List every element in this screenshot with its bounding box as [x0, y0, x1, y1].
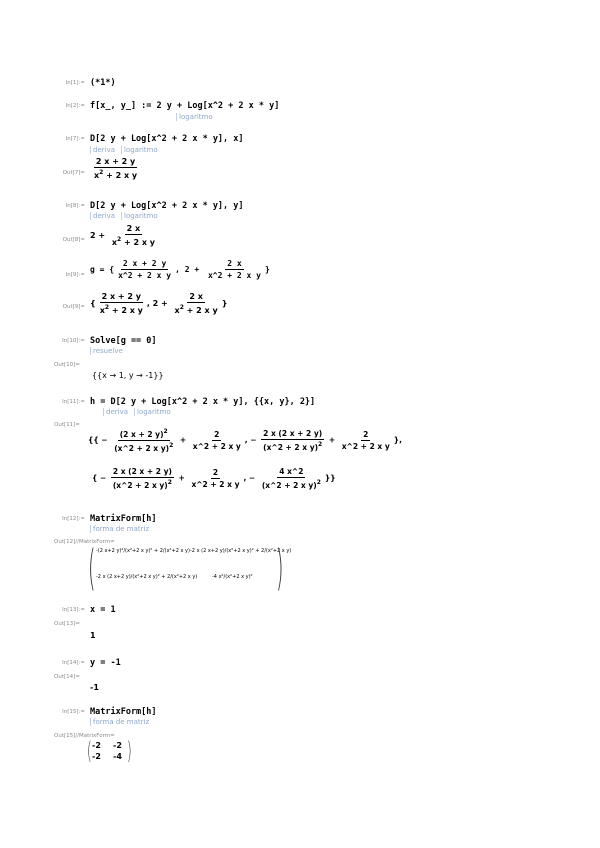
- in9-den2: x^2 + 2 x y: [207, 271, 261, 280]
- in10-hints: [90, 347, 129, 355]
- out9-close: }: [221, 299, 228, 308]
- out9-num2: 2 x: [189, 292, 203, 301]
- in8-code[interactable]: D[2 y + Log[x^2 + 2 x * y], y]: [90, 201, 244, 211]
- out8-den-a: x: [111, 238, 118, 247]
- in11-hints: [103, 408, 177, 416]
- in12-label: In[12]:=: [62, 516, 85, 522]
- in12-code[interactable]: MatrixForm[h]: [90, 514, 157, 524]
- t5-den: (x^2 + 2 x y): [112, 481, 168, 490]
- in14-code[interactable]: y = -1: [90, 658, 121, 668]
- t3-num: 2 x (2 x + 2 y): [263, 429, 323, 438]
- t7-denexp: 2: [316, 479, 321, 486]
- out8-lead: 2 +: [90, 231, 108, 240]
- out12-label: Out[12]//MatrixForm=: [54, 539, 115, 545]
- in11-code[interactable]: h = D[2 y + Log[x^2 + 2 x * y], {{x, y}, 2}]: [90, 397, 316, 407]
- out7-expr: [90, 157, 141, 180]
- out10-value: {{x → 1, y → -1}}: [92, 371, 164, 380]
- t7-num: 4 x^2: [279, 467, 304, 476]
- out12-a12: -2 x (2 x+2 y)/(x²+2 x y)² + 2/(x²+2 x y): [190, 548, 292, 554]
- out7-den-b: + 2 x y: [103, 171, 138, 180]
- hint-forma-de-matriz[interactable]: forma de matriz: [90, 718, 149, 726]
- t5-denexp: 2: [167, 479, 172, 486]
- out7-den-exp: 2: [99, 169, 104, 176]
- hint-deriva[interactable]: deriva: [90, 146, 115, 154]
- in13-label: In[13]:=: [62, 607, 85, 613]
- t1-den: (x^2 + 2 x y): [114, 444, 170, 453]
- out9-sep: , 2 +: [146, 299, 171, 308]
- out7-label: Out[7]=: [62, 170, 85, 176]
- out11-label: Out[11]=: [54, 422, 80, 428]
- hint-forma-de-matriz[interactable]: forma de matriz: [90, 525, 149, 533]
- in7-code[interactable]: D[2 y + Log[x^2 + 2 x * y], x]: [90, 134, 244, 144]
- in1-label: In[1]:=: [65, 80, 85, 86]
- out11-row1: {{ − $\frac{(2 x + 2 y)^2}{(x\^{}2 + 2 x y)^2}$ + $\frac{2}{\text{x\textasciicircum{}2 + 2 x y}}$ , − $\frac{2 x (2 x + 2 y)}{(x\^{}2 + 2 x y)^2}$ + $\frac{2}{\text{x\textasciicircum{}2 + 2 x y}}$ },: [88, 428, 402, 453]
- t6-den: x^2 + 2 x y: [191, 480, 240, 489]
- t1-exp: 2: [163, 428, 168, 435]
- out9-open: {: [90, 299, 96, 308]
- t2-den: x^2 + 2 x y: [192, 442, 241, 451]
- in9-label: In[9]:=: [65, 272, 85, 278]
- in9-code[interactable]: [90, 259, 270, 280]
- in15-label: In[15]:=: [62, 709, 85, 715]
- in9-lhs: g = {: [90, 265, 115, 274]
- out12-a21: -2 x (2 x+2 y)/(x²+2 x y)² + 2/(x²+2 x y): [96, 574, 198, 580]
- out12-a22: -4 x²/(x²+2 x y)²: [212, 574, 253, 580]
- in7-label: In[7]:=: [65, 136, 85, 142]
- in8-label: In[8]:=: [65, 203, 85, 209]
- out15-left-paren: (: [87, 737, 92, 765]
- in13-code[interactable]: x = 1: [90, 605, 116, 615]
- out8-label: Out[8]=: [62, 237, 85, 243]
- out13-label: Out[13]=: [54, 621, 80, 627]
- hint-deriva[interactable]: deriva: [103, 408, 128, 416]
- in10-label: In[10]:=: [62, 338, 85, 344]
- in9-num2: 2 x: [227, 259, 242, 268]
- in2-hints: [176, 113, 219, 121]
- in10-code[interactable]: Solve[g == 0]: [90, 336, 157, 346]
- in15-hints: [90, 718, 155, 726]
- in15-code[interactable]: MatrixForm[h]: [90, 707, 157, 717]
- in2-label: In[2]:=: [65, 103, 85, 109]
- in11-label: In[11]:=: [62, 399, 85, 405]
- t4-num: 2: [363, 430, 369, 439]
- t1-num: (2 x + 2 y): [119, 430, 164, 439]
- out7-den-a: x: [94, 171, 100, 180]
- out8-den-exp: 2: [117, 236, 122, 243]
- out13-value: 1: [90, 631, 96, 640]
- in1-code[interactable]: (*1*): [90, 78, 116, 88]
- hint-logaritmo[interactable]: logaritmo: [176, 113, 213, 121]
- hint-logaritmo[interactable]: logaritmo: [121, 212, 158, 220]
- out15-m12: -2: [113, 741, 122, 750]
- out15-label: Out[15]//MatrixForm=: [54, 733, 115, 739]
- out12-right-paren: ): [276, 540, 284, 596]
- in12-hints: [90, 525, 155, 533]
- out15-m11: -2: [92, 741, 101, 750]
- out8-num: 2 x: [126, 224, 141, 233]
- t5-num: 2 x (2 x + 2 y): [112, 467, 172, 476]
- out9-expr: { $\frac{2 x + 2 y}{x^2 + 2 x y}$ , 2 + $\frac{2 x}{x^2 + 2 x y}$ }: [90, 292, 228, 315]
- out8-expr: [90, 224, 159, 247]
- in8-hints: [90, 212, 164, 220]
- out15-right-paren: ): [127, 737, 132, 765]
- in7-hints: [90, 146, 164, 154]
- out15-m22: -4: [113, 752, 122, 761]
- in9-num1: 2 x + 2 y: [122, 259, 167, 268]
- in9-den1: x^2 + 2 x y: [118, 271, 172, 280]
- out14-label: Out[14]=: [54, 674, 80, 680]
- t3-den: (x^2 + 2 x y): [263, 443, 319, 452]
- in2-code[interactable]: f[x_, y_] := 2 y + Log[x^2 + 2 x * y]: [90, 101, 280, 111]
- out10-label: Out[10]=: [54, 362, 80, 368]
- hint-logaritmo[interactable]: logaritmo: [121, 146, 158, 154]
- in14-label: In[14]:=: [62, 660, 85, 666]
- out14-value: -1: [90, 683, 99, 692]
- t6-num: 2: [212, 468, 219, 477]
- t2-num: 2: [214, 430, 220, 439]
- out12-left-paren: (: [88, 540, 96, 596]
- hint-deriva[interactable]: deriva: [90, 212, 115, 220]
- t1-denexp: 2: [169, 442, 174, 449]
- out7-num: 2 x + 2 y: [95, 157, 136, 166]
- t4-den: x^2 + 2 x y: [341, 442, 390, 451]
- in9-close: }: [264, 265, 270, 274]
- out15-m21: -2: [92, 752, 101, 761]
- in9-sep: , 2 +: [175, 265, 204, 274]
- out12-a11: -(2 x+2 y)²/(x²+2 x y)² + 2/(x²+2 x y): [96, 548, 190, 554]
- out11-row2: { − $\frac{2 x (2 x + 2 y)}{(x\^{}2 + 2 x y)^2}$ + $\frac{2}{\text{x\textasciicircum{}2 + 2 x y}}$ , − $\frac{4 x\^{}2}{(x\^{}2 + 2 x y)^2}$ }}: [92, 467, 336, 490]
- t7-den: (x^2 + 2 x y): [261, 481, 317, 490]
- out9-num1: 2 x + 2 y: [101, 292, 141, 301]
- hint-resuelve[interactable]: resuelve: [90, 347, 123, 355]
- out8-den-b: + 2 x y: [121, 238, 155, 247]
- hint-logaritmo[interactable]: logaritmo: [134, 408, 171, 416]
- out9-label: Out[9]=: [62, 304, 85, 310]
- t3-denexp: 2: [318, 441, 323, 448]
